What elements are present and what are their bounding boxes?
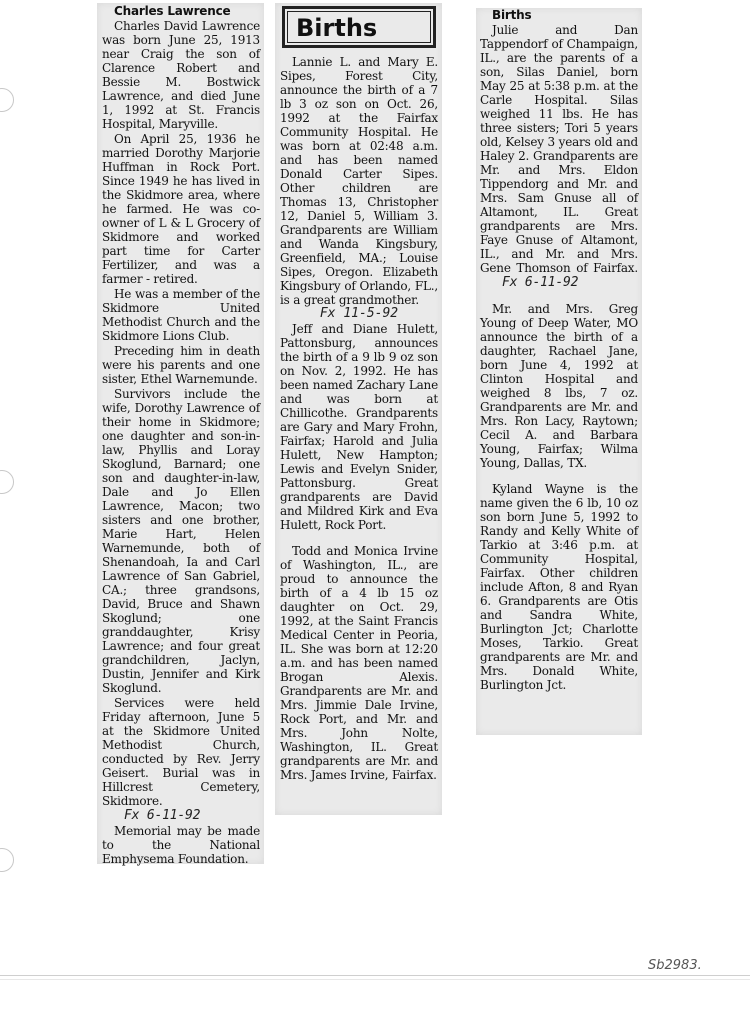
document-id-mark: Sb2983. — [648, 958, 702, 973]
births-heading: Births — [287, 11, 431, 43]
obituary-paragraph: Memorial may be made to the National Emphysema Foundation. — [102, 824, 260, 866]
obituary-paragraph: Preceding him in death were his parents and one sister, Ethel Warnemunde. — [102, 344, 260, 386]
binder-hole — [0, 88, 14, 112]
binder-hole — [0, 470, 14, 494]
birth-announcement — [480, 23, 638, 290]
binder-hole — [0, 848, 14, 872]
obituary-paragraph: He was a member of the Skidmore United Methodist Church and the Skidmore Lions Club. — [102, 287, 260, 343]
obituary-clipping — [97, 3, 264, 864]
obituary-services-text: Services were held Friday afternoon, June 5 at the Skidmore United Methodist Church, conducted by Rev. Jerry Geisert. Burial was in Hillcrest Cemetery, Skidmore. — [102, 696, 260, 808]
obituary-paragraph — [102, 696, 260, 823]
obituary-paragraph: Charles David Lawrence was born June 25, 1913 near Craig the son of Clarence Robert and Bessie M. Bostwick Lawrence, and died June 1, 1992 at St. Francis Hospital, Maryville. — [102, 19, 260, 131]
births-heading-box — [282, 6, 436, 48]
page-fold-line — [0, 975, 750, 976]
births-heading: Births — [492, 8, 532, 22]
obituary-heading: Charles Lawrence — [114, 4, 231, 18]
births-clipping-2 — [476, 8, 642, 735]
birth-announcement: Mr. and Mrs. Greg Young of Deep Water, MO announce the birth of a daughter, Rachael Jane, born June 4, 1992 at Clinton Hospital and weighed 8 lbs, 7 oz. Grandparents are Mr. and Mrs. Ron Lacy, Raytown; Cecil A. and Barbara Young, Fairfax; Wilma Young, Dallas, TX. — [480, 302, 638, 470]
page-fold-line — [0, 979, 750, 980]
handwritten-date-note: Fx 6-11-92 — [124, 808, 201, 823]
births-clipping-1 — [275, 3, 442, 815]
birth-announcement: Lannie L. and Mary E. Sipes, Forest City, announce the birth of a 7 lb 3 oz son on Oct. 26, 1992 at the Fairfax Community Hospital. He was born at 02:48 a.m. and has been named Donald Carter Sipes. Other children are Thomas 13, Christopher 12, Daniel 5, William 3. Grandparents are William and Wanda Kingsbury, Greenfield, MA.; Louise Sipes, Oregon. Elizabeth Kingsbury of Orlando, FL., is a great grandmother. — [280, 55, 438, 307]
obituary-paragraph: On April 25, 1936 he married Dorothy Marjorie Huffman in Rock Port. Since 1949 he has lived in the Skidmore area, where he farmed. He was co-owner of L & L Grocery of Skidmore and worked part time for Carter Fertilizer, and was a farmer - retired. — [102, 132, 260, 286]
handwritten-date-note: Fx 11-5-92 — [319, 306, 399, 321]
birth-announcement: Jeff and Diane Hulett, Pattonsburg, announces the birth of a 9 lb 9 oz son on Nov. 2, 1992. He has been named Zachary Lane and was born at Chillicothe. Grandparents are Gary and Mary Frohn, Fairfax; Harold and Julia Hulett, New Hampton; Lewis and Evelyn Snider, Pattonsburg. Great grandparents are David and Mildred Kirk and Eva Hulett, Rock Port. — [280, 322, 438, 532]
birth-announcement: Kyland Wayne is the name given the 6 lb, 10 oz son born June 5, 1992 to Randy and Kelly White of Tarkio at 3:46 p.m. at Community Hospital, Fairfax. Other children include Afton, 8 and Ryan 6. Grandparents are Otis and Sandra White, Burlington Jct; Charlotte Moses, Tarkio. Great grandparents are Mr. and Mrs. Donald White, Burlington Jct. — [480, 482, 638, 692]
handwritten-date-note: Fx 6-11-92 — [502, 275, 579, 290]
birth-announcement: Todd and Monica Irvine of Washington, IL., are proud to announce the birth of a 4 lb 15 oz daughter on Oct. 29, 1992, at the Saint Francis Medical Center in Peoria, IL. She was born at 12:20 a.m. and has been named Brogan Alexis. Grandparents are Mr. and Mrs. Jimmie Dale Irvine, Rock Port, and Mr. and Mrs. John Nolte, Washington, IL. Great grandparents are Mr. and Mrs. James Irvine, Fairfax. — [280, 544, 438, 782]
birth-announcement-text: Julie and Dan Tappendorf of Champaign, IL., are the parents of a son, Silas Daniel, born May 25 at 5:38 p.m. at the Carle Hospital. Silas weighed 11 lbs. He has three sisters; Tori 5 years old, Kelsey 3 years old and Haley 2. Grandparents are Mr. and Mrs. Eldon Tippendorg and Mr. and Mrs. Sam Gnuse all of Altamont, IL. Great grandparents are Mrs. Faye Gnuse of Altamont, IL., and Mr. and Mrs. Gene Thomson of Fairfax. — [480, 23, 638, 275]
obituary-paragraph: Survivors include the wife, Dorothy Lawrence of their home in Skidmore; one daughter and son-in-law, Phyllis and Loray Skoglund, Barnard; one son and daughter-in-law, Dale and Jo Ellen Lawrence, Macon; two sisters and one brother, Marie Hart, Helen Warnemunde, both of Shenandoah, Ia and Carl Lawrence of San Gabriel, CA.; three grandsons, David, Bruce and Shawn Skoglund; one granddaughter, Krisy Lawrence; and four great grandchildren, Jaclyn, Dustin, Jennifer and Kirk Skoglund. — [102, 387, 260, 695]
